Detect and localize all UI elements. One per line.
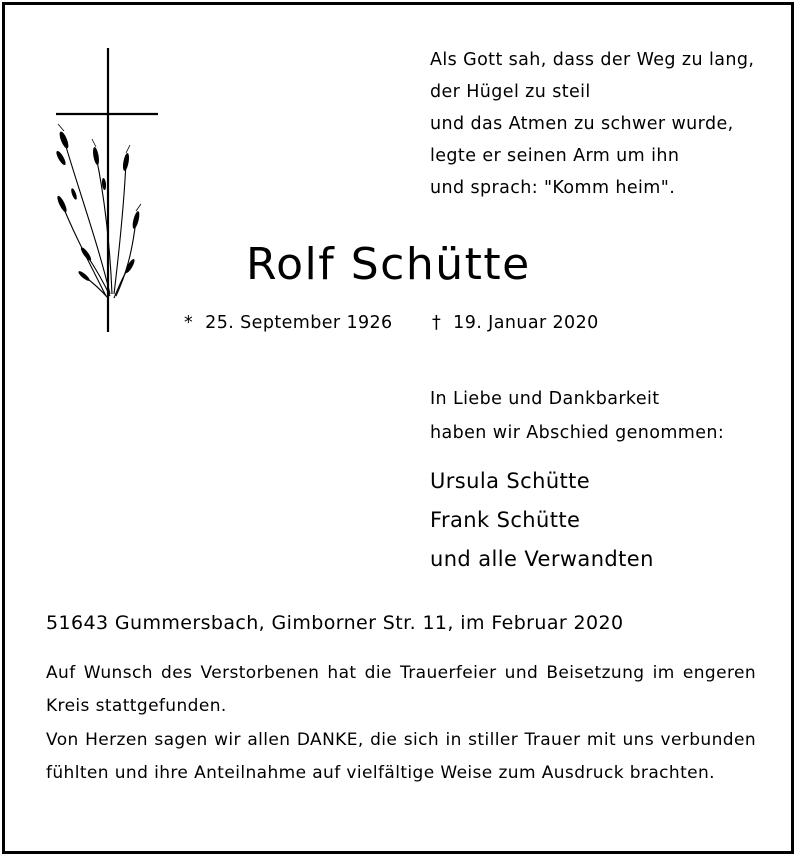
- mourner-name: und alle Verwandten: [430, 547, 654, 571]
- birth-date-text: 25. September 1926: [205, 313, 393, 333]
- note-paragraph: Auf Wunsch des Verstorbenen hat die Trauerfeier und Beisetzung im engeren Kreis stattgefunden.: [46, 663, 756, 716]
- intro-line: haben wir Abschied genommen:: [430, 423, 725, 443]
- poem-line: der Hügel zu steil: [430, 82, 591, 102]
- address-line: 51643 Gummersbach, Gimborner Str. 11, im Februar 2020: [46, 612, 624, 634]
- deceased-name: Rolf Schütte: [246, 239, 531, 290]
- poem-line: Als Gott sah, dass der Weg zu lang,: [430, 50, 755, 70]
- death-date-text: 19. Januar 2020: [453, 313, 599, 333]
- cross-with-wheat-icon: [40, 44, 170, 336]
- mourners-list: [430, 462, 654, 579]
- death-date: [432, 310, 599, 336]
- intro-line: In Liebe und Dankbarkeit: [430, 389, 660, 409]
- mourner-name: Ursula Schütte: [430, 469, 591, 493]
- thanks-paragraph: Von Herzen sagen wir allen DANKE, die sich in stiller Trauer mit uns verbunden fühlten und ihre Anteilnahme auf vielfältige Weise zum Ausdruck brachten.: [46, 730, 756, 783]
- poem-line: legte er seinen Arm um ihn: [430, 146, 680, 166]
- birth-date: [184, 310, 393, 336]
- birth-symbol: *: [184, 313, 194, 333]
- poem-line: und das Atmen zu schwer wurde,: [430, 114, 734, 134]
- poem-line: und sprach: "Komm heim".: [430, 178, 676, 198]
- poem: [430, 44, 770, 204]
- death-symbol: †: [432, 313, 442, 333]
- mourner-name: Frank Schütte: [430, 508, 581, 532]
- farewell-intro: [430, 382, 724, 450]
